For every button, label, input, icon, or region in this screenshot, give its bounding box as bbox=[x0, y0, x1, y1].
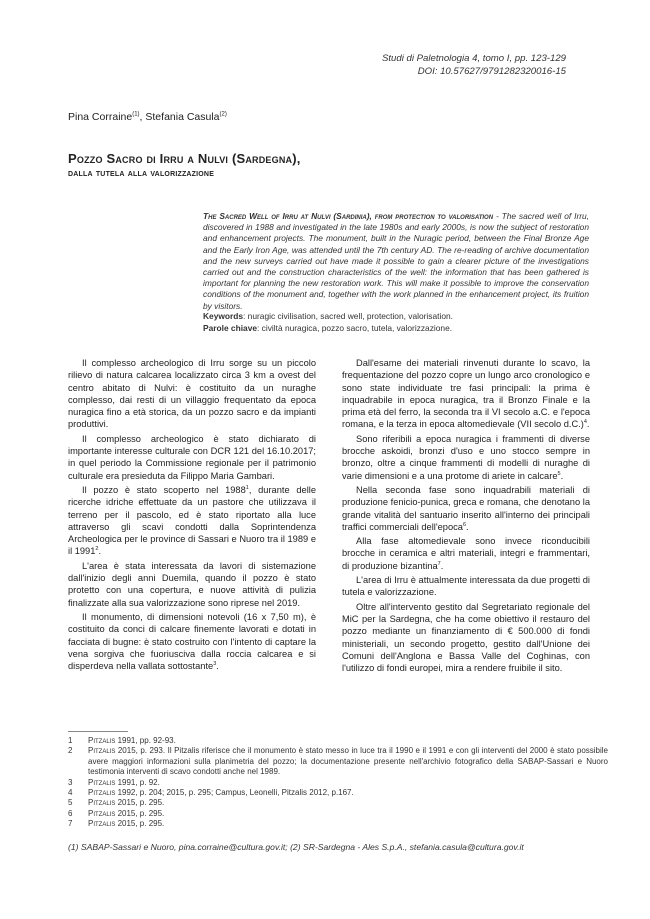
affiliations: (1) SABAP-Sassari e Nuoro, pina.corraine@cultura.gov.it; (2) SR-Sardegna - Ales S.p.A., stefania.casula@cultura.gov.it bbox=[68, 842, 524, 852]
footnote-number: 4 bbox=[68, 788, 73, 798]
footnote-number: 6 bbox=[68, 808, 73, 818]
journal-citation: Studi di Paletnologia 4, tomo I, pp. 123-129 bbox=[381, 53, 566, 64]
text-span: . bbox=[586, 419, 590, 430]
footnote-ref[interactable]: 6 bbox=[462, 521, 467, 528]
footnote bbox=[68, 788, 608, 798]
text-span: . bbox=[216, 661, 219, 672]
footnote-ref[interactable]: 5 bbox=[557, 470, 561, 477]
text-span: . bbox=[440, 560, 444, 571]
footnote-text bbox=[88, 798, 608, 808]
parole-chiave-text: : civiltà nuragica, pozzo sacro, tutela, valorizzazione. bbox=[257, 323, 453, 333]
text-span: Nella seconda fase sono inquadrabili materiali di produzione fenicio-punica, greca e romana, che denotano la grande vitalità del santuario inserito all'interno dei principali traffici commerciali dell'epoca bbox=[342, 484, 590, 532]
footnote-text bbox=[88, 819, 608, 829]
doi: DOI: 10.57627/9791282320016-15 bbox=[417, 66, 566, 77]
paragraph bbox=[342, 535, 590, 572]
footnote-ref[interactable]: 1 bbox=[245, 484, 249, 491]
footnote-ref[interactable]: 3 bbox=[213, 661, 217, 668]
parole-chiave-label: Parole chiave bbox=[203, 323, 258, 333]
keywords bbox=[203, 311, 589, 321]
keywords-label: Keywords bbox=[203, 311, 244, 321]
paragraph bbox=[342, 484, 590, 533]
abstract-title: The Sacred Well of Irru at Nulvi (Sardinia), from protection to valorisation bbox=[203, 211, 494, 221]
keywords-text: : nuragic civilisation, sacred well, protection, valorisation. bbox=[243, 311, 453, 321]
footnote-rest: 1991, p. 92. bbox=[115, 777, 160, 787]
footnote-text bbox=[88, 788, 608, 798]
footnote bbox=[68, 819, 608, 829]
author-1-affiliation: (1) bbox=[132, 111, 140, 118]
footnote-separator bbox=[68, 731, 128, 732]
paragraph: L'area è stata interessata da lavori di sistemazione dall'inizio degli anni Duemila, quando il pozzo è stato protetto con una copertura, e nuove attività di pulizia finalizzate alla sua valorizzazione sono riprese nel 2019. bbox=[68, 560, 316, 608]
footnote-author: Pitzalis bbox=[88, 777, 116, 787]
footnote bbox=[68, 798, 608, 808]
paragraph bbox=[342, 433, 590, 482]
text-span: . bbox=[560, 470, 564, 481]
footnote-author: Pitzalis bbox=[88, 798, 116, 808]
author-2-affiliation: (2) bbox=[219, 111, 227, 118]
footnote-rest: 2015, p. 295. bbox=[115, 798, 165, 808]
author-separator: , bbox=[139, 111, 146, 123]
paragraph: Il complesso archeologico è stato dichiarato di importante interesse culturale con DCR 121 del 16.10.2017; in quel periodo la Commissione regionale per il patrimonio culturale era presieduta da Filippo Maria Gambari. bbox=[68, 433, 316, 481]
article-subtitle: dalla tutela alla valorizzazione bbox=[68, 167, 215, 179]
text-span: . bbox=[98, 546, 102, 557]
footnote bbox=[68, 746, 608, 777]
footnote-author: Pitzalis bbox=[88, 808, 116, 818]
footnote-author: Pitzalis bbox=[88, 736, 116, 745]
footnote bbox=[68, 736, 608, 746]
running-header bbox=[382, 52, 566, 78]
footnote-text bbox=[88, 809, 608, 819]
footnote-author: Pitzalis bbox=[88, 788, 116, 798]
footnote-author: Pitzalis bbox=[88, 746, 116, 756]
paragraph: Il complesso archeologico di Irru sorge su un piccolo rilievo di natura calcarea localizzato circa 3 km a ovest del centro abitato di Nulvi: è costituito da un nuraghe complesso, dai resti di un villaggio frequentato da epoca nuragica fino a età storica, da un pozzo sacro e da impianti produttivi. bbox=[68, 358, 316, 430]
footnote bbox=[68, 809, 608, 819]
abstract bbox=[203, 211, 589, 312]
text-span: Il monumento, di dimensioni notevoli (16 x 7,50 m), è costituito da conci di calcare finemente lavorati e dotati in facciata di bugne: è stato costruito con l'intento di captare la vena sorgiva che fuoriusciva dalla roccia calcarea e si disperdeva nella vallata sottostante bbox=[68, 611, 316, 672]
footnotes bbox=[68, 736, 608, 830]
footnote-author: Pitzalis bbox=[88, 819, 116, 829]
paragraph bbox=[68, 611, 316, 672]
author-2: Stefania Casula bbox=[145, 111, 220, 123]
footnote-rest: 1991, pp. 92-93. bbox=[115, 736, 176, 745]
footnote-rest: 2015, p. 295. bbox=[115, 819, 165, 829]
left-column bbox=[68, 357, 316, 672]
footnote bbox=[68, 778, 608, 788]
text-span: Alla fase altomedievale sono invece riconducibili brocche in ceramica e altri materiali, integri e frammentari, di produzione bizantina bbox=[342, 536, 590, 571]
text-span: . bbox=[466, 521, 469, 532]
parole-chiave bbox=[203, 323, 589, 333]
article-title: Pozzo Sacro di Irru a Nulvi (Sardegna), bbox=[68, 151, 301, 166]
footnote-text bbox=[88, 778, 608, 788]
footnote-rest: 2015, p. 293. Il Pitzalis riferisce che il monumento è stato messo in luce tra il 1990 e il 1991 e con gli interventi del 2000 è stato possibile avere maggiori informazioni sulla planimetria del pozzo; la documentazione presente nell'archivio fotografico della SABAP-Sassari e Nuoro testimonia interventi di scavo condotti anche nel 1989. bbox=[88, 746, 608, 777]
footnote-ref[interactable]: 7 bbox=[437, 560, 441, 567]
abstract-text: - The sacred well of Irru, discovered in 1988 and investigated in the late 1980s and early 2000s, is now the subject of restoration and enhancement projects. The monument, built in the Nuragic period, between the Final Bronze Age and the Early Iron Age, was attended until the 7th century AD. The re-reading of archive documentation and the new surveys carried out have made it possible to gain a clearer picture of the investigations carried out and the construction characteristics of the well: the information that has been gathered is important for planning the new restoration work. This will make it possible to improve the conservation conditions of the monument and, together with the work planned in the enhancement project, its fruition by visitors. bbox=[203, 211, 590, 311]
footnote-ref[interactable]: 4 bbox=[583, 419, 587, 426]
footnote-number: 3 bbox=[68, 777, 73, 787]
right-column bbox=[342, 357, 590, 674]
footnote-text bbox=[88, 746, 608, 777]
footnote-rest: 1992, p. 204; 2015, p. 295; Campus, Leonelli, Pitzalis 2012, p.167. bbox=[115, 788, 354, 798]
footnote-ref[interactable]: 2 bbox=[95, 546, 99, 553]
footnote-number: 7 bbox=[68, 819, 73, 829]
footnote-number: 5 bbox=[68, 798, 73, 808]
text-span: Sono riferibili a epoca nuragica i frammenti di diverse brocche askoidi, bronzi d'uso e uno stocco sempre in bronzo, oltre a cinque frammenti di modelli di nuraghe di varie dimensioni e a una protome di ariete in calcare bbox=[342, 433, 590, 481]
paragraph: L'area di Irru è attualmente interessata da due progetti di tutela e valorizzazione. bbox=[342, 575, 590, 598]
paragraph bbox=[68, 484, 316, 558]
authors-line bbox=[68, 111, 227, 123]
text-span: Il pozzo è stato scoperto nel 1988 bbox=[82, 484, 246, 495]
footnote-text bbox=[88, 736, 608, 746]
footnote-number: 2 bbox=[68, 746, 73, 756]
paragraph bbox=[342, 357, 590, 431]
text-span: , durante delle ricerche idriche effettuate da un pastore che utilizzava il terreno per il pascolo, ed è stato riportato alla luce attraverso gli scavi condotti dalla Soprintendenza Archeologica per le province di Sassari e Nuoro tra il 1989 e il 1991 bbox=[68, 484, 316, 557]
footnote-rest: 2015, p. 295. bbox=[115, 808, 165, 818]
text-span: Dall'esame dei materiali rinvenuti durante lo scavo, la frequentazione del pozzo copre un lungo arco cronologico e sono state individuate tre fasi principali: la prima è inquadrabile in epoca nuragica, tra il Bronzo Finale e la prima età del ferro, la seconda tra il VI secolo a.C. e l'epoca romana, e la terza in epoca altomedievale (VII secolo d.C.) bbox=[342, 358, 590, 430]
footnote-number: 1 bbox=[68, 736, 73, 745]
paragraph: Oltre all'intervento gestito dal Segretariato regionale del MiC per la Sardegna, che ha come obiettivo il restauro del pozzo mediante un finanziamento di € 500.000 di fondi ministeriali, un secondo progetto, gestito dall'Unione dei Comuni dell'Anglona e Bassa Valle del Coghinas, con l'utilizzo di fondi europei, mira a rendere fruibile il sito. bbox=[342, 601, 590, 674]
author-1: Pina Corraine bbox=[68, 111, 133, 123]
